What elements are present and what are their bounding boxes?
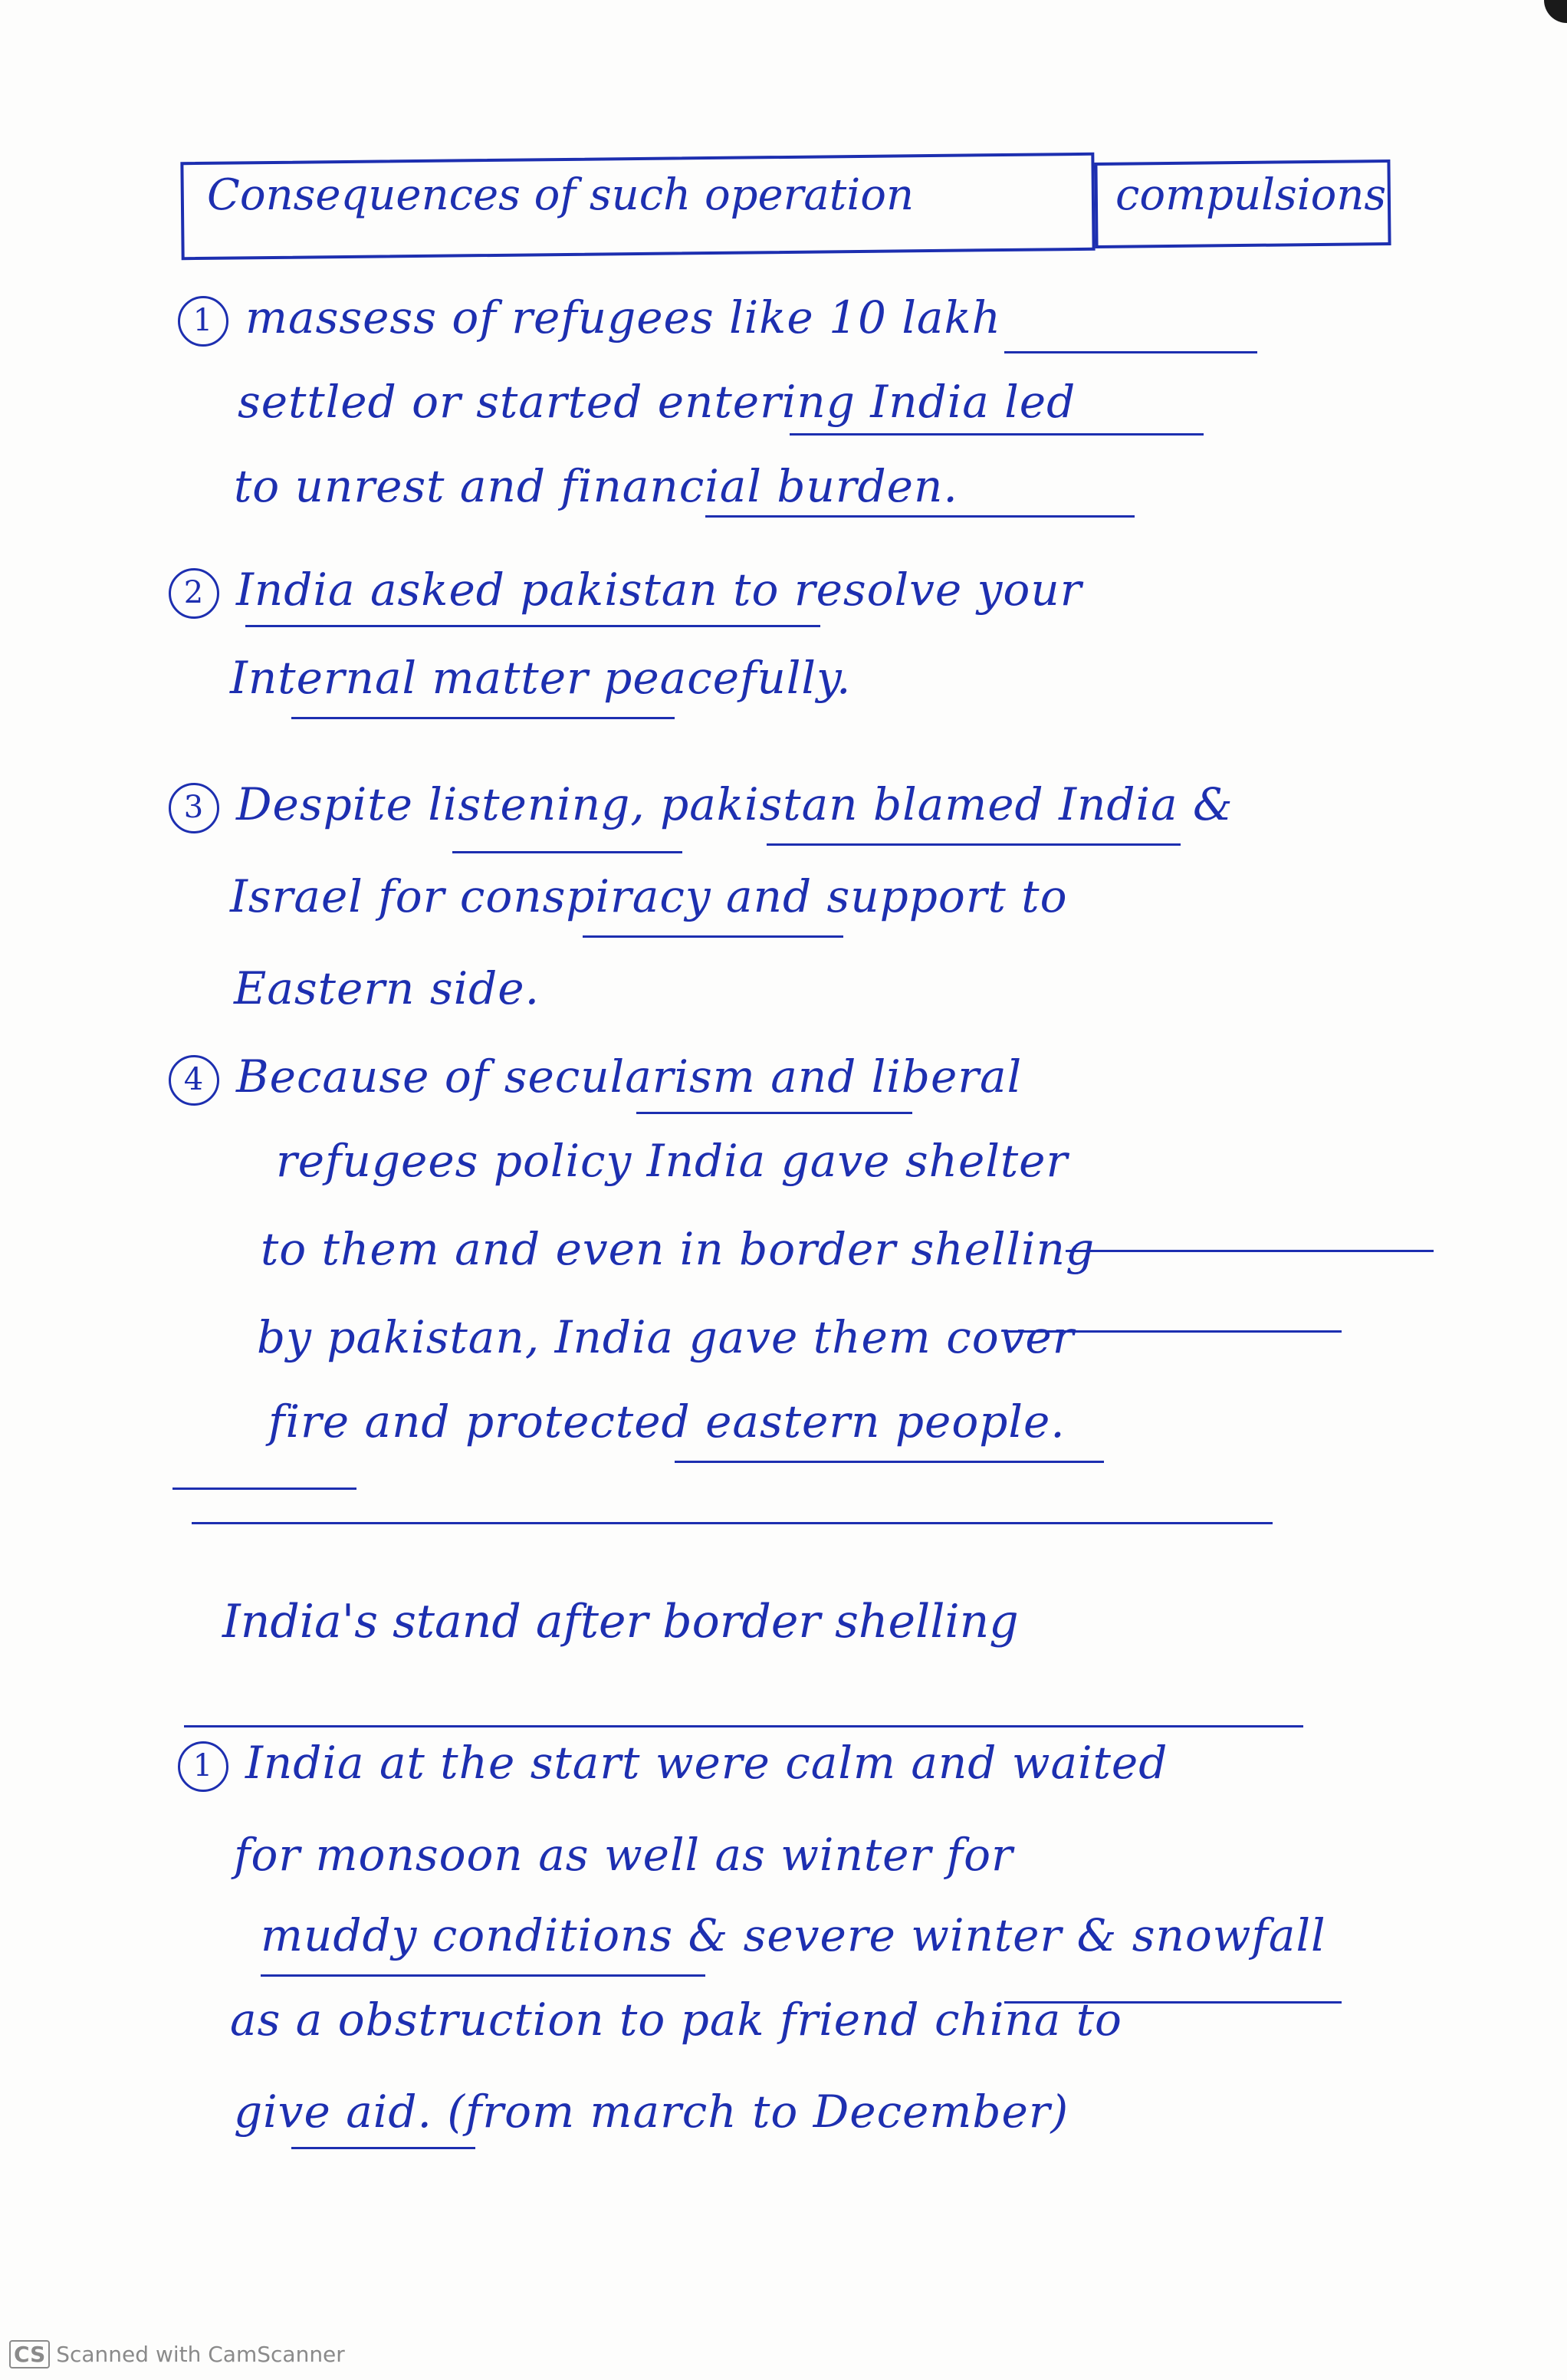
- point-number: 3: [169, 783, 219, 833]
- underline: [291, 717, 675, 719]
- underline: [767, 843, 1181, 846]
- point-2-line-2: Internal matter peacefully.: [230, 652, 852, 704]
- section-divider: [184, 1725, 1303, 1727]
- point-3-line-1: 3 Despite listening, pakistan blamed India &: [169, 778, 1234, 833]
- camscanner-watermark: [9, 2340, 345, 2368]
- point-1-line-3: to unrest and financial burden.: [234, 460, 958, 512]
- underline: [172, 1488, 356, 1490]
- point-4-line-1: 4 Because of secularism and liberal: [169, 1050, 1022, 1106]
- point-3-line-3: Eastern side.: [234, 962, 540, 1014]
- point-1-line-1: 1 massess of refugees like 10 lakh: [178, 291, 1001, 347]
- point-3-line-2: Israel for conspiracy and support to: [230, 870, 1068, 922]
- section-2-heading: India's stand after border shelling: [222, 1595, 1019, 1649]
- title-part1: Consequences of such operation: [207, 170, 915, 220]
- s2-point-1-line-5: give aid. (from march to December): [234, 2086, 1069, 2138]
- point-1-line-2: settled or started entering India led: [238, 376, 1076, 428]
- s2-point-1-line-1: 1 India at the start were calm and waited: [178, 1737, 1168, 1792]
- point-4-line-5: fire and protected eastern people.: [268, 1395, 1066, 1448]
- underline: [636, 1112, 912, 1114]
- watermark-text: Scanned with CamScanner: [56, 2342, 345, 2367]
- page-corner-mark: [1544, 0, 1567, 23]
- underline: [790, 433, 1204, 436]
- point-number: 4: [169, 1055, 219, 1106]
- title-part2: compulsions: [1115, 170, 1387, 220]
- point-number: 2: [169, 568, 219, 619]
- underline: [1004, 1330, 1342, 1333]
- s2-point-1-line-2: for monsoon as well as winter for: [234, 1829, 1013, 1881]
- point-4-line-2: refugees policy India gave shelter: [276, 1135, 1069, 1187]
- point-number: 1: [178, 1741, 228, 1792]
- underline: [583, 935, 843, 938]
- underline: [1004, 2001, 1342, 2004]
- s2-point-1-line-3: muddy conditions & severe winter & snowfall: [261, 1909, 1326, 1961]
- underline: [245, 625, 820, 627]
- point-4-line-3: to them and even in border shelling: [261, 1223, 1096, 1275]
- underline: [1066, 1250, 1434, 1252]
- point-number: 1: [178, 296, 228, 347]
- point-2-line-1: 2 India asked pakistan to resolve your: [169, 564, 1082, 619]
- underline: [452, 851, 682, 853]
- underline: [675, 1461, 1104, 1463]
- s2-point-1-line-4: as a obstruction to pak friend china to: [230, 1994, 1122, 2046]
- section-divider: [192, 1522, 1273, 1524]
- underline: [261, 1974, 705, 1977]
- camscanner-logo: CS: [9, 2340, 50, 2368]
- underline: [705, 515, 1135, 518]
- underline: [291, 2147, 475, 2149]
- point-4-line-4: by pakistan, India gave them cover: [257, 1311, 1075, 1363]
- underline: [1004, 351, 1257, 353]
